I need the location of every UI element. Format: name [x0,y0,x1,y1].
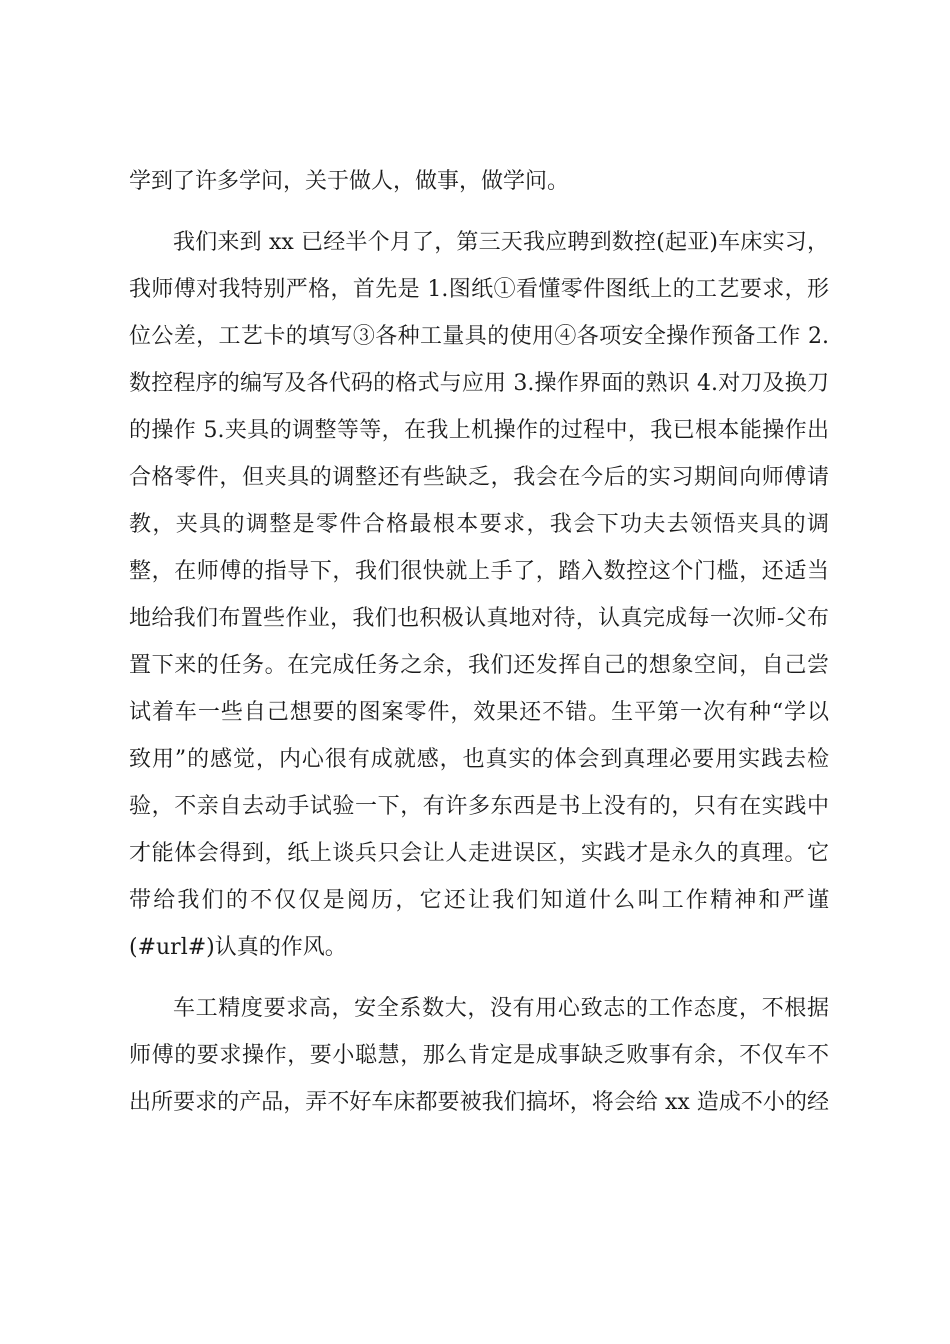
text-line: 车工精度要求高，安全系数大，没有用心致志的工作态度，不根据 [173,996,829,1021]
text-line: 验，不亲自去动手试验一下，有许多东西是书上没有的，只有在实践中 [129,794,829,819]
text-line: 我们来到 xx 已经半个月了，第三天我应聘到数控(起亚)车床实习， [173,230,829,255]
body-text [129,158,829,1126]
text-line: 试着车一些自己想要的图案零件，效果还不错。生平第一次有种“学以 [129,700,829,725]
text-line: 的操作 5.夹具的调整等等，在我上机操作的过程中，我已根本能操作出 [129,418,829,443]
text-line: 才能体会得到，纸上谈兵只会让人走进误区，实践才是永久的真理。它 [129,841,829,866]
text-line: 我师傅对我特别严格，首先是 1.图纸①看懂零件图纸上的工艺要求，形 [129,277,829,302]
text-line: 整，在师傅的指导下，我们很快就上手了，踏入数控这个门槛，还适当 [129,559,829,584]
text-line: 致用”的感觉，内心很有成就感，也真实的体会到真理必要用实践去检 [129,747,829,772]
text-line: 出所要求的产品，弄不好车床都要被我们搞坏，将会给 xx 造成不小的经 [129,1090,829,1115]
text-line: 数控程序的编写及各代码的格式与应用 3.操作界面的熟识 4.对刀及换刀 [129,371,829,396]
paragraph-gap [129,205,829,219]
text-line: 位公差，工艺卡的填写③各种工量具的使用④各项安全操作预备工作 2. [129,324,829,349]
text-line: 教，夹具的调整是零件合格最根本要求，我会下功夫去领悟夹具的调 [129,512,829,537]
text-line: (#url#)认真的作风。 [129,935,347,960]
text-line: 师傅的要求操作，要小聪慧，那么肯定是成事缺乏败事有余，不仅车不 [129,1043,829,1068]
text-line: 学到了许多学问，关于做人，做事，做学问。 [129,169,570,194]
text-line: 带给我们的不仅仅是阅历，它还让我们知道什么叫工作精神和严谨 [129,888,829,913]
text-line: 合格零件，但夹具的调整还有些缺乏，我会在今后的实习期间向师傅请 [129,465,829,490]
paragraph-gap [129,971,829,985]
text-line: 地给我们布置些作业，我们也积极认真地对待，认真完成每一次师-父布 [129,606,829,631]
text-line: 置下来的任务。在完成任务之余，我们还发挥自己的想象空间，自己尝 [129,653,829,678]
